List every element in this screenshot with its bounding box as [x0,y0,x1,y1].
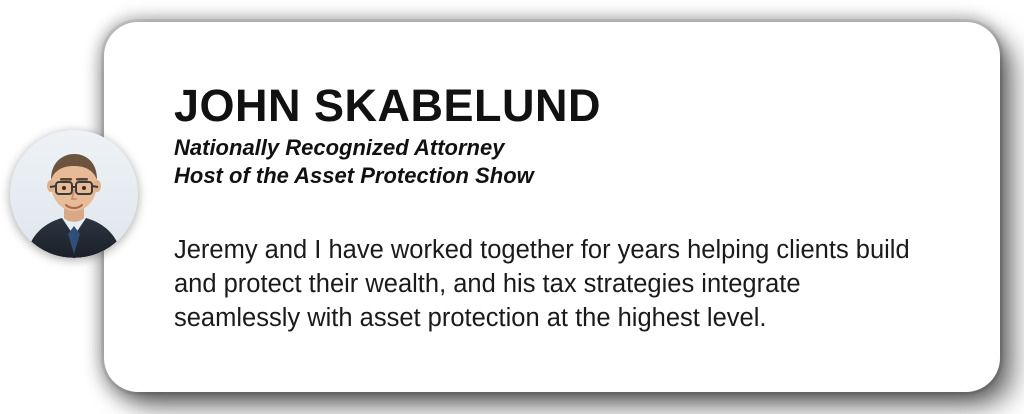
person-subtitle-line-2: Host of the Asset Protection Show [174,162,534,188]
card-content [174,82,960,336]
testimonial-card [104,22,1000,392]
quote-line-2: and protect their wealth, and his tax strategies integrate [174,269,801,298]
testimonial-quote [174,234,960,336]
quote-line-3: seamlessly with asset protection at the highest level. [174,303,767,332]
person-subtitle-line-1: Nationally Recognized Attorney [174,134,505,160]
avatar [10,130,138,258]
headshot-photo-icon [10,130,138,258]
quote-line-1: Jeremy and I have worked together for years helping clients build [174,236,910,264]
person-name: JOHN SKABELUND [174,80,602,131]
